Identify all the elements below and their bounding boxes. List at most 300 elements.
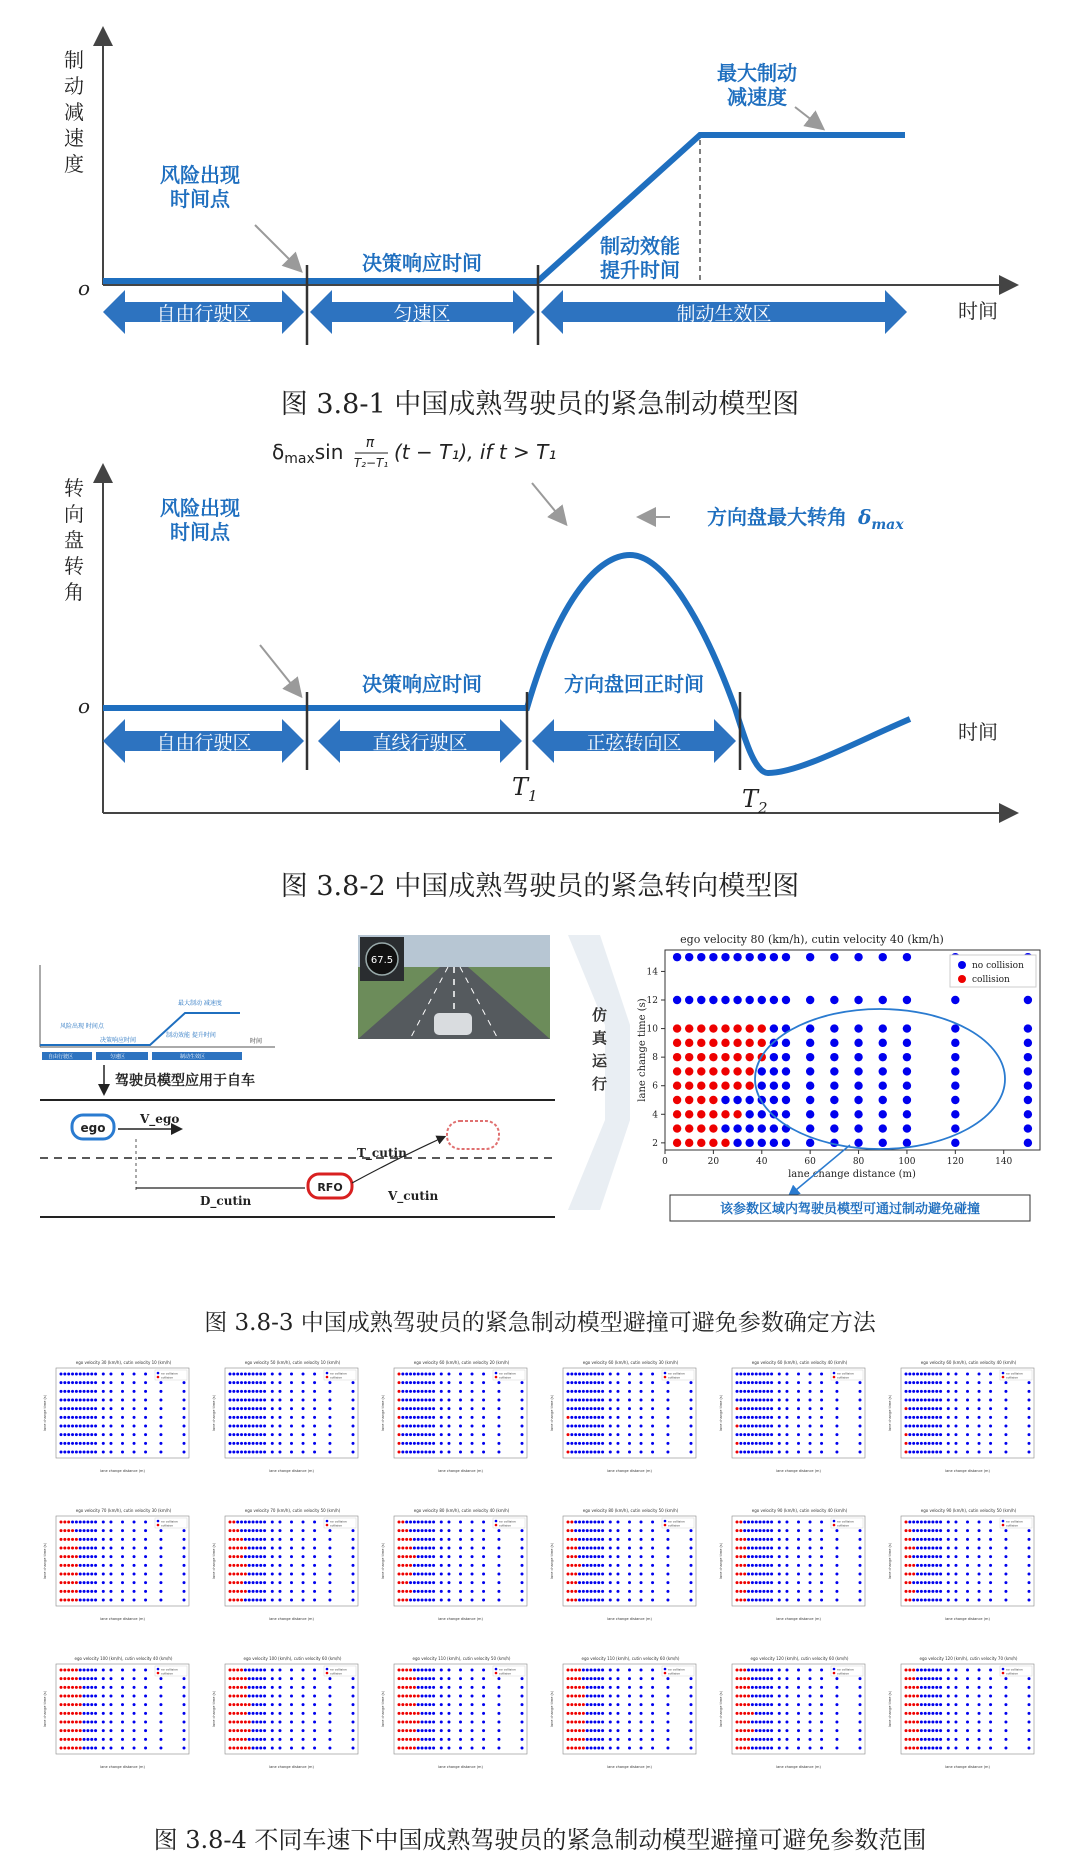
no-collision-point <box>421 1729 424 1732</box>
no-collision-point <box>578 1538 581 1541</box>
no-collision-point <box>739 1399 742 1402</box>
no-collision-point <box>859 1399 862 1402</box>
small-y-label: lane change time (s) <box>43 1690 47 1728</box>
no-collision-point <box>820 1599 823 1602</box>
no-collision-point <box>770 1729 773 1732</box>
no-collision-point <box>271 1547 274 1550</box>
no-collision-point <box>102 1729 105 1732</box>
small-chart <box>550 1508 696 1621</box>
no-collision-point <box>497 1738 500 1741</box>
no-collision-point <box>83 1381 86 1384</box>
no-collision-point <box>94 1686 97 1689</box>
no-collision-point <box>252 1573 255 1576</box>
no-collision-point <box>954 1407 957 1410</box>
no-collision-point <box>102 1712 105 1715</box>
no-collision-point <box>651 1747 654 1750</box>
no-collision-point <box>109 1590 112 1593</box>
no-collision-point <box>482 1599 485 1602</box>
no-collision-point <box>79 1538 82 1541</box>
svg-text:动: 动 <box>64 74 84 98</box>
no-collision-point <box>440 1416 443 1419</box>
no-collision-point <box>966 1729 969 1732</box>
collision-point <box>63 1581 66 1584</box>
no-collision-point <box>447 1451 450 1454</box>
no-collision-point <box>109 1747 112 1750</box>
no-collision-point <box>471 1399 474 1402</box>
no-collision-point <box>94 1373 97 1376</box>
no-collision-point <box>947 1686 950 1689</box>
no-collision-point <box>778 1747 781 1750</box>
collision-point <box>405 1564 408 1567</box>
no-collision-point <box>908 1425 911 1428</box>
no-collision-point <box>183 1555 186 1558</box>
no-collision-point <box>90 1381 93 1384</box>
no-collision-point <box>328 1686 331 1689</box>
no-collision-point <box>978 1573 981 1576</box>
no-collision-point <box>989 1425 992 1428</box>
no-collision-point <box>939 1381 942 1384</box>
collision-point <box>401 1529 404 1532</box>
collision-point <box>908 1529 911 1532</box>
no-collision-point <box>782 1039 790 1047</box>
collision-point <box>79 1721 82 1724</box>
no-collision-point <box>601 1738 604 1741</box>
collision-point <box>916 1695 919 1698</box>
no-collision-point <box>586 1573 589 1576</box>
legend-marker <box>664 1520 667 1523</box>
no-collision-point <box>278 1729 281 1732</box>
no-collision-point <box>75 1529 78 1532</box>
no-collision-point <box>978 1686 981 1689</box>
no-collision-point <box>666 1547 669 1550</box>
no-collision-point <box>432 1407 435 1410</box>
no-collision-point <box>593 1729 596 1732</box>
collision-point <box>745 1082 753 1090</box>
no-collision-point <box>75 1373 78 1376</box>
no-collision-point <box>770 1581 773 1584</box>
collision-point <box>398 1721 401 1724</box>
collision-point <box>79 1747 82 1750</box>
no-collision-point <box>271 1573 274 1576</box>
no-collision-point <box>690 1599 693 1602</box>
no-collision-point <box>352 1425 355 1428</box>
no-collision-point <box>916 1442 919 1445</box>
no-collision-point <box>94 1669 97 1672</box>
no-collision-point <box>920 1686 923 1689</box>
no-collision-point <box>302 1407 305 1410</box>
no-collision-point <box>785 1416 788 1419</box>
no-collision-point <box>778 1433 781 1436</box>
collision-point <box>71 1677 74 1680</box>
no-collision-point <box>601 1451 604 1454</box>
collision-point <box>244 1703 247 1706</box>
collision-point <box>673 1110 681 1118</box>
no-collision-point <box>820 1451 823 1454</box>
no-collision-point <box>931 1390 934 1393</box>
no-collision-point <box>666 1433 669 1436</box>
small-chart <box>550 1656 696 1769</box>
no-collision-point <box>939 1390 942 1393</box>
no-collision-point <box>685 953 693 961</box>
no-collision-point <box>428 1521 431 1524</box>
collision-point <box>905 1555 908 1558</box>
no-collision-point <box>785 1529 788 1532</box>
collision-point <box>60 1529 63 1532</box>
legend-label: no collision <box>499 1667 516 1672</box>
collision-point <box>236 1738 239 1741</box>
no-collision-point <box>835 1564 838 1567</box>
no-collision-point <box>421 1686 424 1689</box>
no-collision-point <box>978 1521 981 1524</box>
collision-point <box>71 1747 74 1750</box>
no-collision-point <box>755 1686 758 1689</box>
no-collision-point <box>121 1695 124 1698</box>
no-collision-point <box>1004 1581 1007 1584</box>
no-collision-point <box>133 1677 136 1680</box>
no-collision-point <box>747 1407 750 1410</box>
no-collision-point <box>570 1442 573 1445</box>
no-collision-point <box>597 1425 600 1428</box>
no-collision-point <box>690 1738 693 1741</box>
no-collision-point <box>582 1581 585 1584</box>
collision-point <box>75 1721 78 1724</box>
no-collision-point <box>586 1590 589 1593</box>
no-collision-point <box>86 1677 89 1680</box>
no-collision-point <box>954 1433 957 1436</box>
no-collision-point <box>931 1747 934 1750</box>
no-collision-point <box>421 1590 424 1593</box>
no-collision-point <box>417 1573 420 1576</box>
zone-free-drive <box>103 290 304 334</box>
no-collision-point <box>859 1581 862 1584</box>
no-collision-point <box>144 1529 147 1532</box>
no-collision-point <box>916 1433 919 1436</box>
no-collision-point <box>570 1433 573 1436</box>
no-collision-point <box>797 1581 800 1584</box>
collision-point <box>240 1677 243 1680</box>
no-collision-point <box>797 1703 800 1706</box>
no-collision-point <box>102 1373 105 1376</box>
small-chart <box>43 1508 189 1621</box>
no-collision-point <box>259 1451 262 1454</box>
collision-point <box>570 1712 573 1715</box>
no-collision-point <box>690 1442 693 1445</box>
no-collision-point <box>71 1433 74 1436</box>
no-collision-point <box>248 1677 251 1680</box>
no-collision-point <box>928 1547 931 1550</box>
no-collision-point <box>424 1390 427 1393</box>
collision-point <box>574 1712 577 1715</box>
no-collision-point <box>482 1703 485 1706</box>
small-y-label: lane change time (s) <box>550 1394 554 1432</box>
no-collision-point <box>989 1712 992 1715</box>
collision-point <box>409 1669 412 1672</box>
no-collision-point <box>745 1139 753 1147</box>
no-collision-point <box>766 1590 769 1593</box>
no-collision-point <box>521 1599 524 1602</box>
no-collision-point <box>954 1451 957 1454</box>
no-collision-point <box>590 1590 593 1593</box>
no-collision-point <box>278 1712 281 1715</box>
legend-marker <box>157 1524 160 1527</box>
no-collision-point <box>252 1695 255 1698</box>
no-collision-point <box>809 1451 812 1454</box>
collision-point <box>743 1669 746 1672</box>
no-collision-point <box>497 1538 500 1541</box>
no-collision-point <box>785 1581 788 1584</box>
collision-point <box>75 1729 78 1732</box>
no-collision-point <box>835 1686 838 1689</box>
no-collision-point <box>328 1555 331 1558</box>
no-collision-point <box>743 1442 746 1445</box>
no-collision-point <box>616 1425 619 1428</box>
no-collision-point <box>259 1564 262 1567</box>
no-collision-point <box>263 1555 266 1558</box>
no-collision-point <box>920 1738 923 1741</box>
no-collision-point <box>770 1082 778 1090</box>
collision-point <box>673 1096 681 1104</box>
no-collision-point <box>90 1738 93 1741</box>
no-collision-point <box>248 1399 251 1402</box>
no-collision-point <box>1028 1729 1031 1732</box>
no-collision-point <box>521 1547 524 1550</box>
no-collision-point <box>352 1686 355 1689</box>
no-collision-point <box>739 1381 742 1384</box>
risk-point-label <box>160 163 240 211</box>
no-collision-point <box>806 1082 814 1090</box>
no-collision-point <box>778 1390 781 1393</box>
no-collision-point <box>928 1747 931 1750</box>
no-collision-point <box>762 1451 765 1454</box>
no-collision-point <box>328 1599 331 1602</box>
no-collision-point <box>278 1529 281 1532</box>
collision-point <box>67 1581 70 1584</box>
no-collision-point <box>785 1747 788 1750</box>
no-collision-point <box>313 1729 316 1732</box>
no-collision-point <box>1004 1686 1007 1689</box>
no-collision-point <box>471 1538 474 1541</box>
no-collision-point <box>290 1729 293 1732</box>
collision-point <box>398 1669 401 1672</box>
collision-point <box>401 1712 404 1715</box>
no-collision-point <box>401 1425 404 1428</box>
no-collision-point <box>908 1433 911 1436</box>
no-collision-point <box>616 1729 619 1732</box>
no-collision-point <box>63 1399 66 1402</box>
no-collision-point <box>440 1712 443 1715</box>
collision-point <box>567 1738 570 1741</box>
no-collision-point <box>90 1599 93 1602</box>
svg-text:减速度: 减速度 <box>727 85 787 109</box>
no-collision-point <box>745 1096 753 1104</box>
no-collision-point <box>578 1521 581 1524</box>
no-collision-point <box>121 1407 124 1410</box>
no-collision-point <box>1004 1721 1007 1724</box>
svg-text:时间点: 时间点 <box>170 520 230 544</box>
no-collision-point <box>133 1433 136 1436</box>
no-collision-point <box>94 1547 97 1550</box>
no-collision-point <box>482 1433 485 1436</box>
collision-point <box>567 1416 570 1419</box>
y-tick-label: 6 <box>652 1081 658 1092</box>
collision-point <box>736 1695 739 1698</box>
collision-point <box>244 1677 247 1680</box>
no-collision-point <box>497 1529 500 1532</box>
no-collision-point <box>259 1721 262 1724</box>
no-collision-point <box>597 1521 600 1524</box>
svg-text:行: 行 <box>592 1075 608 1093</box>
collision-point <box>736 1677 739 1680</box>
collision-point <box>398 1555 401 1558</box>
no-collision-point <box>778 1529 781 1532</box>
no-collision-point <box>428 1416 431 1419</box>
no-collision-point <box>616 1547 619 1550</box>
no-collision-point <box>79 1677 82 1680</box>
no-collision-point <box>447 1399 450 1402</box>
no-collision-point <box>244 1451 247 1454</box>
no-collision-point <box>521 1573 524 1576</box>
no-collision-point <box>743 1416 746 1419</box>
no-collision-point <box>755 1573 758 1576</box>
collision-point <box>71 1538 74 1541</box>
no-collision-point <box>690 1721 693 1724</box>
no-collision-point <box>966 1381 969 1384</box>
no-collision-point <box>820 1738 823 1741</box>
no-collision-point <box>666 1451 669 1454</box>
no-collision-point <box>640 1686 643 1689</box>
no-collision-point <box>690 1581 693 1584</box>
small-y-label: lane change time (s) <box>381 1542 385 1580</box>
no-collision-point <box>302 1669 305 1672</box>
collision-point <box>229 1521 232 1524</box>
no-collision-point <box>770 1721 773 1724</box>
no-collision-point <box>939 1399 942 1402</box>
no-collision-point <box>609 1747 612 1750</box>
collision-point <box>905 1721 908 1724</box>
no-collision-point <box>109 1390 112 1393</box>
no-collision-point <box>640 1599 643 1602</box>
collision-point <box>60 1695 63 1698</box>
no-collision-point <box>586 1547 589 1550</box>
no-collision-point <box>609 1442 612 1445</box>
no-collision-point <box>328 1677 331 1680</box>
no-collision-point <box>859 1686 862 1689</box>
no-collision-point <box>928 1373 931 1376</box>
collision-point <box>905 1686 908 1689</box>
collision-point <box>63 1669 66 1672</box>
no-collision-point <box>421 1599 424 1602</box>
no-collision-point <box>966 1425 969 1428</box>
no-collision-point <box>79 1590 82 1593</box>
no-collision-point <box>421 1555 424 1558</box>
no-collision-point <box>590 1390 593 1393</box>
no-collision-point <box>778 1381 781 1384</box>
no-collision-point <box>830 1124 838 1132</box>
no-collision-point <box>916 1407 919 1410</box>
no-collision-point <box>931 1721 934 1724</box>
no-collision-point <box>947 1381 950 1384</box>
no-collision-point <box>978 1390 981 1393</box>
no-collision-point <box>428 1555 431 1558</box>
collision-point <box>401 1581 404 1584</box>
no-collision-point <box>413 1538 416 1541</box>
no-collision-point <box>835 1538 838 1541</box>
no-collision-point <box>121 1729 124 1732</box>
no-collision-point <box>183 1433 186 1436</box>
no-collision-point <box>651 1433 654 1436</box>
no-collision-point <box>1004 1547 1007 1550</box>
no-collision-point <box>924 1738 927 1741</box>
no-collision-point <box>102 1721 105 1724</box>
no-collision-point <box>313 1416 316 1419</box>
no-collision-point <box>954 1399 957 1402</box>
small-x-label: lane change distance (m) <box>607 1617 652 1621</box>
no-collision-point <box>978 1703 981 1706</box>
no-collision-point <box>989 1547 992 1550</box>
no-collision-point <box>252 1416 255 1419</box>
no-collision-point <box>109 1564 112 1567</box>
no-collision-point <box>762 1442 765 1445</box>
no-collision-point <box>94 1573 97 1576</box>
collision-point <box>398 1677 401 1680</box>
no-collision-point <box>966 1390 969 1393</box>
no-collision-point <box>459 1729 462 1732</box>
collision-point <box>60 1581 63 1584</box>
no-collision-point <box>159 1381 162 1384</box>
no-collision-point <box>248 1433 251 1436</box>
no-collision-point <box>762 1521 765 1524</box>
collision-point <box>67 1695 70 1698</box>
no-collision-point <box>854 1082 862 1090</box>
no-collision-point <box>133 1686 136 1689</box>
svg-text:时间: 时间 <box>250 1038 263 1045</box>
no-collision-point <box>290 1677 293 1680</box>
no-collision-point <box>859 1555 862 1558</box>
no-collision-point <box>352 1599 355 1602</box>
no-collision-point <box>574 1433 577 1436</box>
no-collision-point <box>133 1695 136 1698</box>
no-collision-point <box>102 1564 105 1567</box>
no-collision-point <box>916 1529 919 1532</box>
collision-point <box>405 1721 408 1724</box>
no-collision-point <box>578 1573 581 1576</box>
no-collision-point <box>428 1677 431 1680</box>
no-collision-point <box>428 1712 431 1715</box>
no-collision-point <box>252 1677 255 1680</box>
no-collision-point <box>947 1373 950 1376</box>
no-collision-point <box>263 1738 266 1741</box>
no-collision-point <box>313 1669 316 1672</box>
no-collision-point <box>574 1373 577 1376</box>
collision-point <box>240 1573 243 1576</box>
no-collision-point <box>743 1529 746 1532</box>
small-y-label: lane change time (s) <box>719 1394 723 1432</box>
no-collision-point <box>86 1695 89 1698</box>
collision-point <box>401 1573 404 1576</box>
no-collision-point <box>417 1729 420 1732</box>
no-collision-point <box>809 1581 812 1584</box>
no-collision-point <box>79 1581 82 1584</box>
no-collision-point <box>83 1521 86 1524</box>
no-collision-point <box>778 1538 781 1541</box>
collision-point <box>401 1686 404 1689</box>
no-collision-point <box>86 1442 89 1445</box>
no-collision-point <box>236 1425 239 1428</box>
no-collision-point <box>471 1599 474 1602</box>
no-collision-point <box>255 1416 258 1419</box>
no-collision-point <box>820 1573 823 1576</box>
no-collision-point <box>601 1407 604 1410</box>
